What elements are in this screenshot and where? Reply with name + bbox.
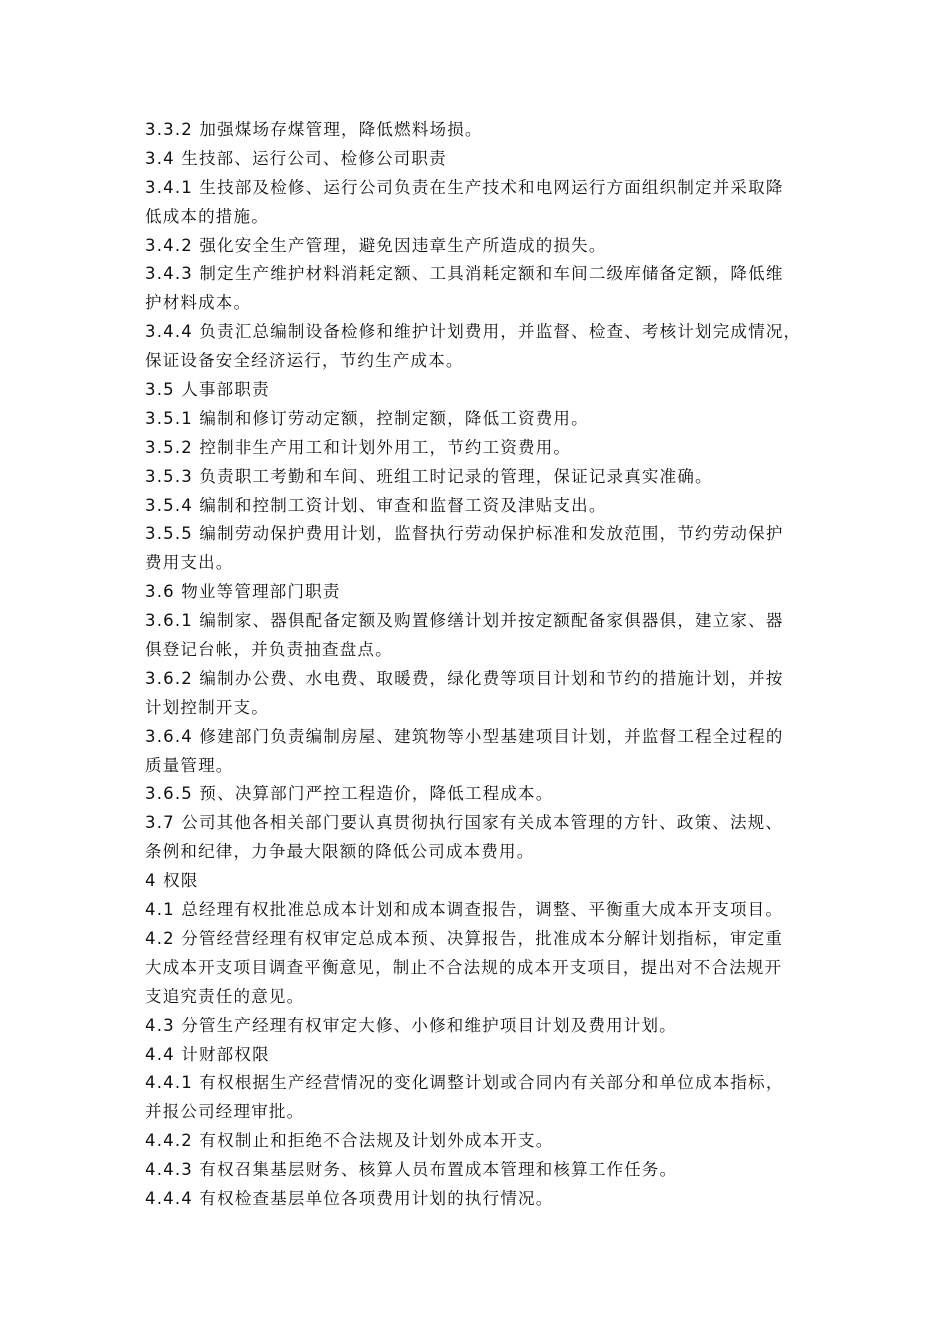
text-line: 3.5.1 编制和修订劳动定额，控制定额，降低工资费用。 — [145, 408, 589, 428]
text-line: 计划控制开支。 — [145, 697, 269, 717]
text-line: 低成本的措施。 — [145, 206, 269, 226]
text-line: 4.4.4 有权检查基层单位各项费用计划的执行情况。 — [145, 1188, 554, 1208]
text-line: 保证设备安全经济运行，节约生产成本。 — [145, 351, 464, 371]
text-line: 费用支出。 — [145, 553, 234, 573]
section-heading: 4 权限 — [145, 871, 199, 891]
text-line: 3.4.2 强化安全生产管理，避免因违章生产所造成的损失。 — [145, 235, 607, 255]
text-line: 4.2 分管经营经理有权审定总成本预、决算报告，批准成本分解计划指标，审定重 — [145, 928, 784, 948]
text-line: 支追究责任的意见。 — [145, 986, 305, 1006]
text-line: 3.6.2 编制办公费、水电费、取暖费，绿化费等项目计划和节约的措施计划，并按 — [145, 668, 784, 688]
section-heading: 3.4 生技部、运行公司、检修公司职责 — [145, 148, 447, 168]
text-line: 4.4.2 有权制止和拒绝不合法规及计划外成本开支。 — [145, 1131, 554, 1151]
text-line: 3.4.4 负责汇总编制设备检修和维护计划费用，并监督、检查、考核计划完成情况， — [145, 322, 802, 342]
text-line: 3.6.4 修建部门负责编制房屋、建筑物等小型基建项目计划，并监督工程全过程的 — [145, 726, 784, 746]
text-line: 3.6.1 编制家、器俱配备定额及购置修缮计划并按定额配备家俱器俱，建立家、器 — [145, 611, 784, 631]
text-line: 大成本开支项目调查平衡意见，制止不合法规的成本开支项目，提出对不合法规开 — [145, 957, 783, 977]
text-line: 3.4.1 生技部及检修、运行公司负责在生产技术和电网运行方面组织制定并采取降 — [145, 177, 784, 197]
section-heading: 3.6 物业等管理部门职责 — [145, 582, 341, 602]
text-line: 护材料成本。 — [145, 293, 252, 313]
document-body — [145, 116, 813, 1214]
text-line: 3.7 公司其他各相关部门要认真贯彻执行国家有关成本管理的方针、政策、法规、 — [145, 813, 784, 833]
text-line: 3.5.2 控制非生产用工和计划外用工，节约工资费用。 — [145, 437, 572, 457]
text-line: 并报公司经理审批。 — [145, 1102, 305, 1122]
text-line: 4.1 总经理有权批准总成本计划和成本调查报告，调整、平衡重大成本开支项目。 — [145, 900, 784, 920]
text-line: 4.4.3 有权召集基层财务、核算人员布置成本管理和核算工作任务。 — [145, 1160, 678, 1180]
text-line: 质量管理。 — [145, 755, 234, 775]
text-line: 3.5.5 编制劳动保护费用计划，监督执行劳动保护标准和发放范围，节约劳动保护 — [145, 524, 784, 544]
text-line: 4.4.1 有权根据生产经营情况的变化调整计划或合同内有关部分和单位成本指标， — [145, 1073, 784, 1093]
section-heading: 3.5 人事部职责 — [145, 380, 270, 400]
section-heading: 4.4 计财部权限 — [145, 1044, 270, 1064]
text-line: 3.4.3 制定生产维护材料消耗定额、工具消耗定额和车间二级库储备定额，降低维 — [145, 264, 784, 284]
text-line: 条例和纪律，力争最大限额的降低公司成本费用。 — [145, 842, 535, 862]
text-line: 3.5.4 编制和控制工资计划、审查和监督工资及津贴支出。 — [145, 495, 607, 515]
text-line: 3.5.3 负责职工考勤和车间、班组工时记录的管理，保证记录真实准确。 — [145, 466, 713, 486]
text-line: 4.3 分管生产经理有权审定大修、小修和维护项目计划及费用计划。 — [145, 1015, 677, 1035]
text-line: 3.3.2 加强煤场存煤管理，降低燃料场损。 — [145, 120, 483, 139]
text-line: 俱登记台帐，并负责抽查盘点。 — [145, 640, 393, 660]
text-line: 3.6.5 预、决算部门严控工程造价，降低工程成本。 — [145, 784, 554, 804]
